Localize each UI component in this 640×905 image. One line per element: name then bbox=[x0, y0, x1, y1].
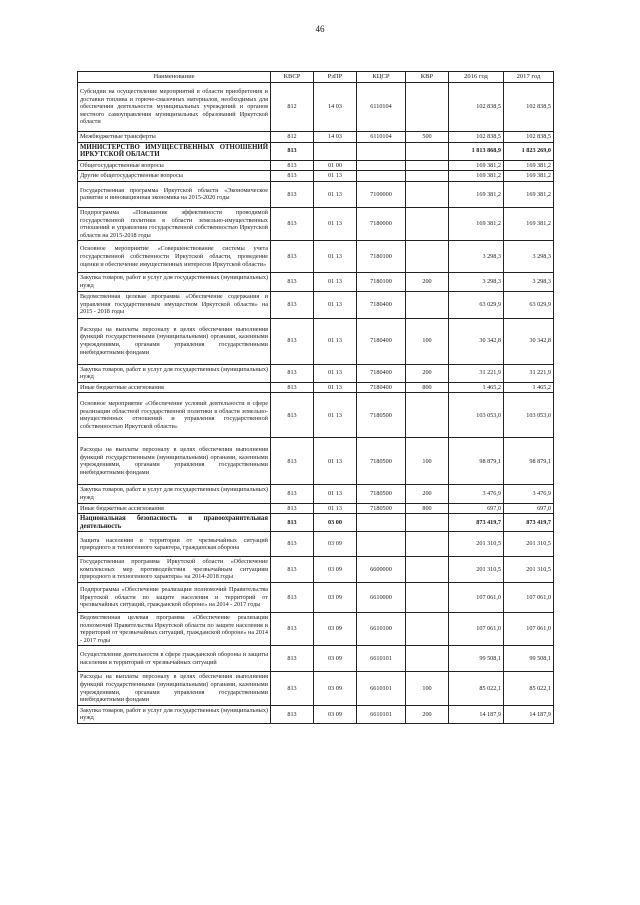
cell-kcsr: 6110104 bbox=[357, 132, 406, 143]
cell-name: Национальная безопасность и правоохранительная деятельность bbox=[78, 514, 271, 532]
cell-2016: 103 053,0 bbox=[449, 393, 504, 438]
cell-2016: 169 381,2 bbox=[449, 207, 504, 240]
cell-2017: 1 465,2 bbox=[504, 382, 554, 393]
cell-kcsr: 7180400 bbox=[357, 318, 406, 364]
table-row bbox=[78, 364, 554, 382]
column-header-name: Наименование bbox=[78, 72, 271, 83]
cell-name: Закупка товаров, работ и услуг для государственных (муниципальных) нужд bbox=[78, 485, 271, 503]
cell-name: Другие общегосударственные вопросы bbox=[78, 171, 271, 182]
cell-kvr bbox=[406, 142, 449, 160]
cell-kvsr: 813 bbox=[271, 273, 314, 291]
cell-rzpr: 01 00 bbox=[314, 160, 357, 171]
cell-2017: 873 419,7 bbox=[504, 514, 554, 532]
cell-kvsr: 813 bbox=[271, 438, 314, 485]
cell-kcsr: 7180500 bbox=[357, 438, 406, 485]
cell-kvr bbox=[406, 83, 449, 132]
column-header-kcsr: КЦСР bbox=[357, 72, 406, 83]
cell-kvr: 200 bbox=[406, 705, 449, 723]
cell-kvsr: 813 bbox=[271, 557, 314, 583]
cell-2017: 107 061,0 bbox=[504, 583, 554, 613]
cell-name: Осуществление деятельности в сфере гражданской обороны и защиты населения и территорий от чрезвычайных ситуаций bbox=[78, 646, 271, 672]
column-header-2016: 2016 год bbox=[449, 72, 504, 83]
cell-kcsr: 6610000 bbox=[357, 583, 406, 613]
cell-kvsr: 812 bbox=[271, 83, 314, 132]
cell-rzpr: 01 13 bbox=[314, 291, 357, 318]
cell-name: Подпрограмма «Обеспечение реализации полномочий Правительства Иркутской области по защите населения и территорий от чрезвычайных ситуаций, гражданской обороне» на 2014 - 2017 годы bbox=[78, 583, 271, 613]
cell-kcsr: 6610101 bbox=[357, 672, 406, 705]
table-row bbox=[78, 142, 554, 160]
cell-kvsr: 813 bbox=[271, 181, 314, 207]
cell-2017: 30 342,8 bbox=[504, 318, 554, 364]
cell-2017: 201 310,5 bbox=[504, 532, 554, 557]
cell-name: Расходы на выплаты персоналу в целях обеспечения выполнения функций государственными (муниципальными) органами, казенными учреждениями, органами управления государственными внебюджетными фондами bbox=[78, 438, 271, 485]
cell-2016: 30 342,8 bbox=[449, 318, 504, 364]
cell-2016: 99 508,1 bbox=[449, 646, 504, 672]
cell-kvr: 200 bbox=[406, 364, 449, 382]
table-row bbox=[78, 160, 554, 171]
column-header-kvsr: КВСР bbox=[271, 72, 314, 83]
cell-name: Общегосударственные вопросы bbox=[78, 160, 271, 171]
cell-2017: 3 298,3 bbox=[504, 273, 554, 291]
cell-kvr: 100 bbox=[406, 438, 449, 485]
table-row bbox=[78, 646, 554, 672]
cell-2017: 99 508,1 bbox=[504, 646, 554, 672]
cell-kvsr: 813 bbox=[271, 705, 314, 723]
cell-kvr: 800 bbox=[406, 382, 449, 393]
cell-kvr: 200 bbox=[406, 273, 449, 291]
cell-kvsr: 813 bbox=[271, 646, 314, 672]
cell-kvr bbox=[406, 583, 449, 613]
cell-kvr bbox=[406, 557, 449, 583]
cell-name: Закупка товаров, работ и услуг для государственных (муниципальных) нужд bbox=[78, 273, 271, 291]
cell-rzpr: 01 13 bbox=[314, 207, 357, 240]
cell-name: МИНИСТЕРСТВО ИМУЩЕСТВЕННЫХ ОТНОШЕНИЙ ИРКУТСКОЙ ОБЛАСТИ bbox=[78, 142, 271, 160]
cell-kvr bbox=[406, 393, 449, 438]
cell-2016: 107 061,0 bbox=[449, 583, 504, 613]
table-row bbox=[78, 83, 554, 132]
cell-2017: 102 838,5 bbox=[504, 83, 554, 132]
cell-2017: 3 476,9 bbox=[504, 485, 554, 503]
cell-2016: 14 187,9 bbox=[449, 705, 504, 723]
cell-kcsr: 6600000 bbox=[357, 557, 406, 583]
table-body bbox=[78, 83, 554, 724]
cell-rzpr: 03 09 bbox=[314, 672, 357, 705]
table-row bbox=[78, 181, 554, 207]
cell-kcsr bbox=[357, 514, 406, 532]
cell-kvsr: 813 bbox=[271, 382, 314, 393]
cell-rzpr: 01 13 bbox=[314, 273, 357, 291]
cell-name: Расходы на выплаты персоналу в целях обеспечения выполнения функций государственными (муниципальными) органами, казенными учреждениями, органами управления государственными внебюджетными фондами bbox=[78, 318, 271, 364]
column-header-2017: 2017 год bbox=[504, 72, 554, 83]
cell-kcsr bbox=[357, 532, 406, 557]
cell-2017: 98 879,1 bbox=[504, 438, 554, 485]
cell-name: Государственная программа Иркутской области «Экономическое развитие и инновационная экономика на 2015-2020 годы bbox=[78, 181, 271, 207]
table-row bbox=[78, 613, 554, 646]
cell-kvsr: 813 bbox=[271, 393, 314, 438]
cell-kvr: 100 bbox=[406, 318, 449, 364]
cell-kcsr: 7180500 bbox=[357, 503, 406, 514]
cell-rzpr: 01 13 bbox=[314, 181, 357, 207]
cell-2017: 102 838,5 bbox=[504, 132, 554, 143]
cell-rzpr: 01 13 bbox=[314, 503, 357, 514]
cell-kvr bbox=[406, 207, 449, 240]
cell-kcsr: 6610100 bbox=[357, 613, 406, 646]
table-row bbox=[78, 485, 554, 503]
cell-rzpr bbox=[314, 142, 357, 160]
cell-2016: 169 381,2 bbox=[449, 171, 504, 182]
cell-kvr bbox=[406, 181, 449, 207]
cell-rzpr: 01 13 bbox=[314, 393, 357, 438]
table-row bbox=[78, 393, 554, 438]
table-row bbox=[78, 291, 554, 318]
cell-name: Расходы на выплаты персоналу в целях обеспечения выполнения функций государственными (муниципальными) органами, казенными учреждениями, органами управления государственными внебюджетными фондами bbox=[78, 672, 271, 705]
cell-kvr bbox=[406, 532, 449, 557]
cell-name: Подпрограмма «Повышение эффективности проводимой государственной политики в области земельно-имущественных отношений и управления государственной собственностью Иркутской области на 2015-2018 годы bbox=[78, 207, 271, 240]
cell-name: Основное мероприятие «Совершенствование системы учета государственной собственности Иркутской области, проведение оценки и обеспечение имущественных интересов Иркутской области» bbox=[78, 241, 271, 273]
cell-2017: 14 187,9 bbox=[504, 705, 554, 723]
table-row bbox=[78, 318, 554, 364]
column-header-rzpr: РзПР bbox=[314, 72, 357, 83]
table-row bbox=[78, 557, 554, 583]
cell-2016: 31 221,9 bbox=[449, 364, 504, 382]
cell-kvr bbox=[406, 291, 449, 318]
cell-2016: 873 419,7 bbox=[449, 514, 504, 532]
cell-kvr bbox=[406, 514, 449, 532]
cell-kvr: 200 bbox=[406, 485, 449, 503]
cell-rzpr: 03 09 bbox=[314, 613, 357, 646]
cell-kvsr: 813 bbox=[271, 291, 314, 318]
column-header-kvr: КВР bbox=[406, 72, 449, 83]
cell-kvsr: 812 bbox=[271, 132, 314, 143]
cell-rzpr: 01 13 bbox=[314, 382, 357, 393]
cell-2016: 1 465,2 bbox=[449, 382, 504, 393]
cell-kcsr: 7180000 bbox=[357, 207, 406, 240]
cell-rzpr: 03 09 bbox=[314, 705, 357, 723]
cell-kcsr: 7180100 bbox=[357, 241, 406, 273]
cell-kvsr: 813 bbox=[271, 514, 314, 532]
cell-name: Субсидии на осуществление мероприятий в области приобретения и доставки топлива и горюче-смазочных материалов, необходимых для обеспечения деятельности муниципальных учреждений и органов местного самоуправления муниципальных образований Иркутской области bbox=[78, 83, 271, 132]
cell-2016: 3 298,3 bbox=[449, 241, 504, 273]
cell-kvr bbox=[406, 646, 449, 672]
cell-rzpr: 14 03 bbox=[314, 83, 357, 132]
cell-2016: 98 879,1 bbox=[449, 438, 504, 485]
cell-kcsr: 6610101 bbox=[357, 646, 406, 672]
table-row bbox=[78, 583, 554, 613]
cell-kvr bbox=[406, 160, 449, 171]
cell-rzpr: 01 13 bbox=[314, 318, 357, 364]
cell-kcsr: 7180500 bbox=[357, 485, 406, 503]
cell-kcsr: 6610101 bbox=[357, 705, 406, 723]
cell-2016: 1 813 868,9 bbox=[449, 142, 504, 160]
cell-kvsr: 813 bbox=[271, 142, 314, 160]
cell-2017: 169 381,2 bbox=[504, 207, 554, 240]
cell-kvsr: 813 bbox=[271, 583, 314, 613]
cell-2017: 85 022,1 bbox=[504, 672, 554, 705]
cell-2016: 169 381,2 bbox=[449, 181, 504, 207]
table-row bbox=[78, 207, 554, 240]
cell-name: Закупка товаров, работ и услуг для государственных (муниципальных) нужд bbox=[78, 705, 271, 723]
cell-kcsr bbox=[357, 142, 406, 160]
table-row bbox=[78, 132, 554, 143]
cell-kcsr bbox=[357, 171, 406, 182]
cell-kvsr: 813 bbox=[271, 160, 314, 171]
cell-2017: 1 823 269,0 bbox=[504, 142, 554, 160]
cell-rzpr: 03 09 bbox=[314, 557, 357, 583]
cell-2016: 63 029,9 bbox=[449, 291, 504, 318]
cell-2016: 201 310,5 bbox=[449, 557, 504, 583]
table-header-row bbox=[78, 72, 554, 83]
table-row bbox=[78, 503, 554, 514]
cell-2016: 107 061,0 bbox=[449, 613, 504, 646]
cell-2017: 169 381,2 bbox=[504, 160, 554, 171]
cell-2016: 102 838,5 bbox=[449, 83, 504, 132]
cell-kvr bbox=[406, 241, 449, 273]
cell-rzpr: 01 13 bbox=[314, 485, 357, 503]
cell-2017: 107 061,0 bbox=[504, 613, 554, 646]
page-number: 46 bbox=[315, 24, 325, 34]
cell-name: Основное мероприятие «Обеспечение условий деятельности в сфере реализации областной государственной политики в области земельно-имущественных отношений и управления государственной собственностью Иркутской области» bbox=[78, 393, 271, 438]
cell-2017: 169 381,2 bbox=[504, 171, 554, 182]
table-row bbox=[78, 241, 554, 273]
table-row bbox=[78, 705, 554, 723]
cell-kvsr: 813 bbox=[271, 613, 314, 646]
cell-kvsr: 813 bbox=[271, 364, 314, 382]
cell-name: Ведомственная целевая программа «Обеспечение реализации полномочий Правительства Иркутской области по защите населения и территорий от чрезвычайных ситуаций, гражданской обороне» на 2014 - 2017 годы bbox=[78, 613, 271, 646]
cell-kvr: 800 bbox=[406, 503, 449, 514]
cell-rzpr: 01 13 bbox=[314, 364, 357, 382]
cell-kcsr: 7180400 bbox=[357, 382, 406, 393]
cell-2016: 201 310,5 bbox=[449, 532, 504, 557]
cell-kcsr: 6110104 bbox=[357, 83, 406, 132]
cell-rzpr: 14 03 bbox=[314, 132, 357, 143]
cell-kvr bbox=[406, 613, 449, 646]
cell-2017: 103 053,0 bbox=[504, 393, 554, 438]
cell-kcsr: 7180400 bbox=[357, 291, 406, 318]
cell-2016: 3 476,9 bbox=[449, 485, 504, 503]
table-row bbox=[78, 514, 554, 532]
cell-kvsr: 813 bbox=[271, 241, 314, 273]
cell-name: Закупка товаров, работ и услуг для государственных (муниципальных) нужд bbox=[78, 364, 271, 382]
cell-kvsr: 813 bbox=[271, 207, 314, 240]
cell-kvr: 500 bbox=[406, 132, 449, 143]
cell-name: Защита населения и территории от чрезвычайных ситуаций природного и техногенного характера, гражданская оборона bbox=[78, 532, 271, 557]
cell-2017: 169 381,2 bbox=[504, 181, 554, 207]
table-row bbox=[78, 532, 554, 557]
cell-2017: 201 310,5 bbox=[504, 557, 554, 583]
cell-kvsr: 813 bbox=[271, 171, 314, 182]
cell-name: Ведомственная целевая программа «Обеспечение содержания и управления государственным имуществом Иркутской области» на 2015 - 2018 годы bbox=[78, 291, 271, 318]
cell-kvsr: 813 bbox=[271, 318, 314, 364]
budget-table bbox=[77, 71, 554, 724]
cell-rzpr: 03 09 bbox=[314, 532, 357, 557]
cell-kvsr: 813 bbox=[271, 503, 314, 514]
cell-kcsr: 7180400 bbox=[357, 364, 406, 382]
cell-kvsr: 813 bbox=[271, 672, 314, 705]
table-row bbox=[78, 672, 554, 705]
cell-2017: 31 221,9 bbox=[504, 364, 554, 382]
cell-rzpr: 03 09 bbox=[314, 646, 357, 672]
cell-2016: 102 838,5 bbox=[449, 132, 504, 143]
table-row bbox=[78, 171, 554, 182]
cell-rzpr: 01 13 bbox=[314, 171, 357, 182]
cell-kvr: 100 bbox=[406, 672, 449, 705]
cell-2017: 63 029,9 bbox=[504, 291, 554, 318]
table-row bbox=[78, 273, 554, 291]
cell-kcsr: 7180100 bbox=[357, 273, 406, 291]
cell-kvr bbox=[406, 171, 449, 182]
cell-name: Иные бюджетные ассигнования bbox=[78, 382, 271, 393]
table-row bbox=[78, 382, 554, 393]
cell-kcsr: 7180500 bbox=[357, 393, 406, 438]
cell-2017: 3 298,3 bbox=[504, 241, 554, 273]
cell-kcsr: 7100000 bbox=[357, 181, 406, 207]
table-row bbox=[78, 438, 554, 485]
cell-rzpr: 03 09 bbox=[314, 583, 357, 613]
cell-rzpr: 01 13 bbox=[314, 438, 357, 485]
cell-rzpr: 03 00 bbox=[314, 514, 357, 532]
cell-2016: 3 298,3 bbox=[449, 273, 504, 291]
cell-2016: 697,0 bbox=[449, 503, 504, 514]
cell-kcsr bbox=[357, 160, 406, 171]
cell-name: Межбюджетные трансферты bbox=[78, 132, 271, 143]
cell-kvsr: 813 bbox=[271, 532, 314, 557]
cell-name: Государственная программа Иркутской области «Обеспечение комплексных мер противодействия чрезвычайным ситуациям природного и техногенного характера» на 2014-2018 годы bbox=[78, 557, 271, 583]
cell-rzpr: 01 13 bbox=[314, 241, 357, 273]
cell-2016: 85 022,1 bbox=[449, 672, 504, 705]
cell-2016: 169 381,2 bbox=[449, 160, 504, 171]
cell-name: Иные бюджетные ассигнования bbox=[78, 503, 271, 514]
cell-kvsr: 813 bbox=[271, 485, 314, 503]
cell-2017: 697,0 bbox=[504, 503, 554, 514]
